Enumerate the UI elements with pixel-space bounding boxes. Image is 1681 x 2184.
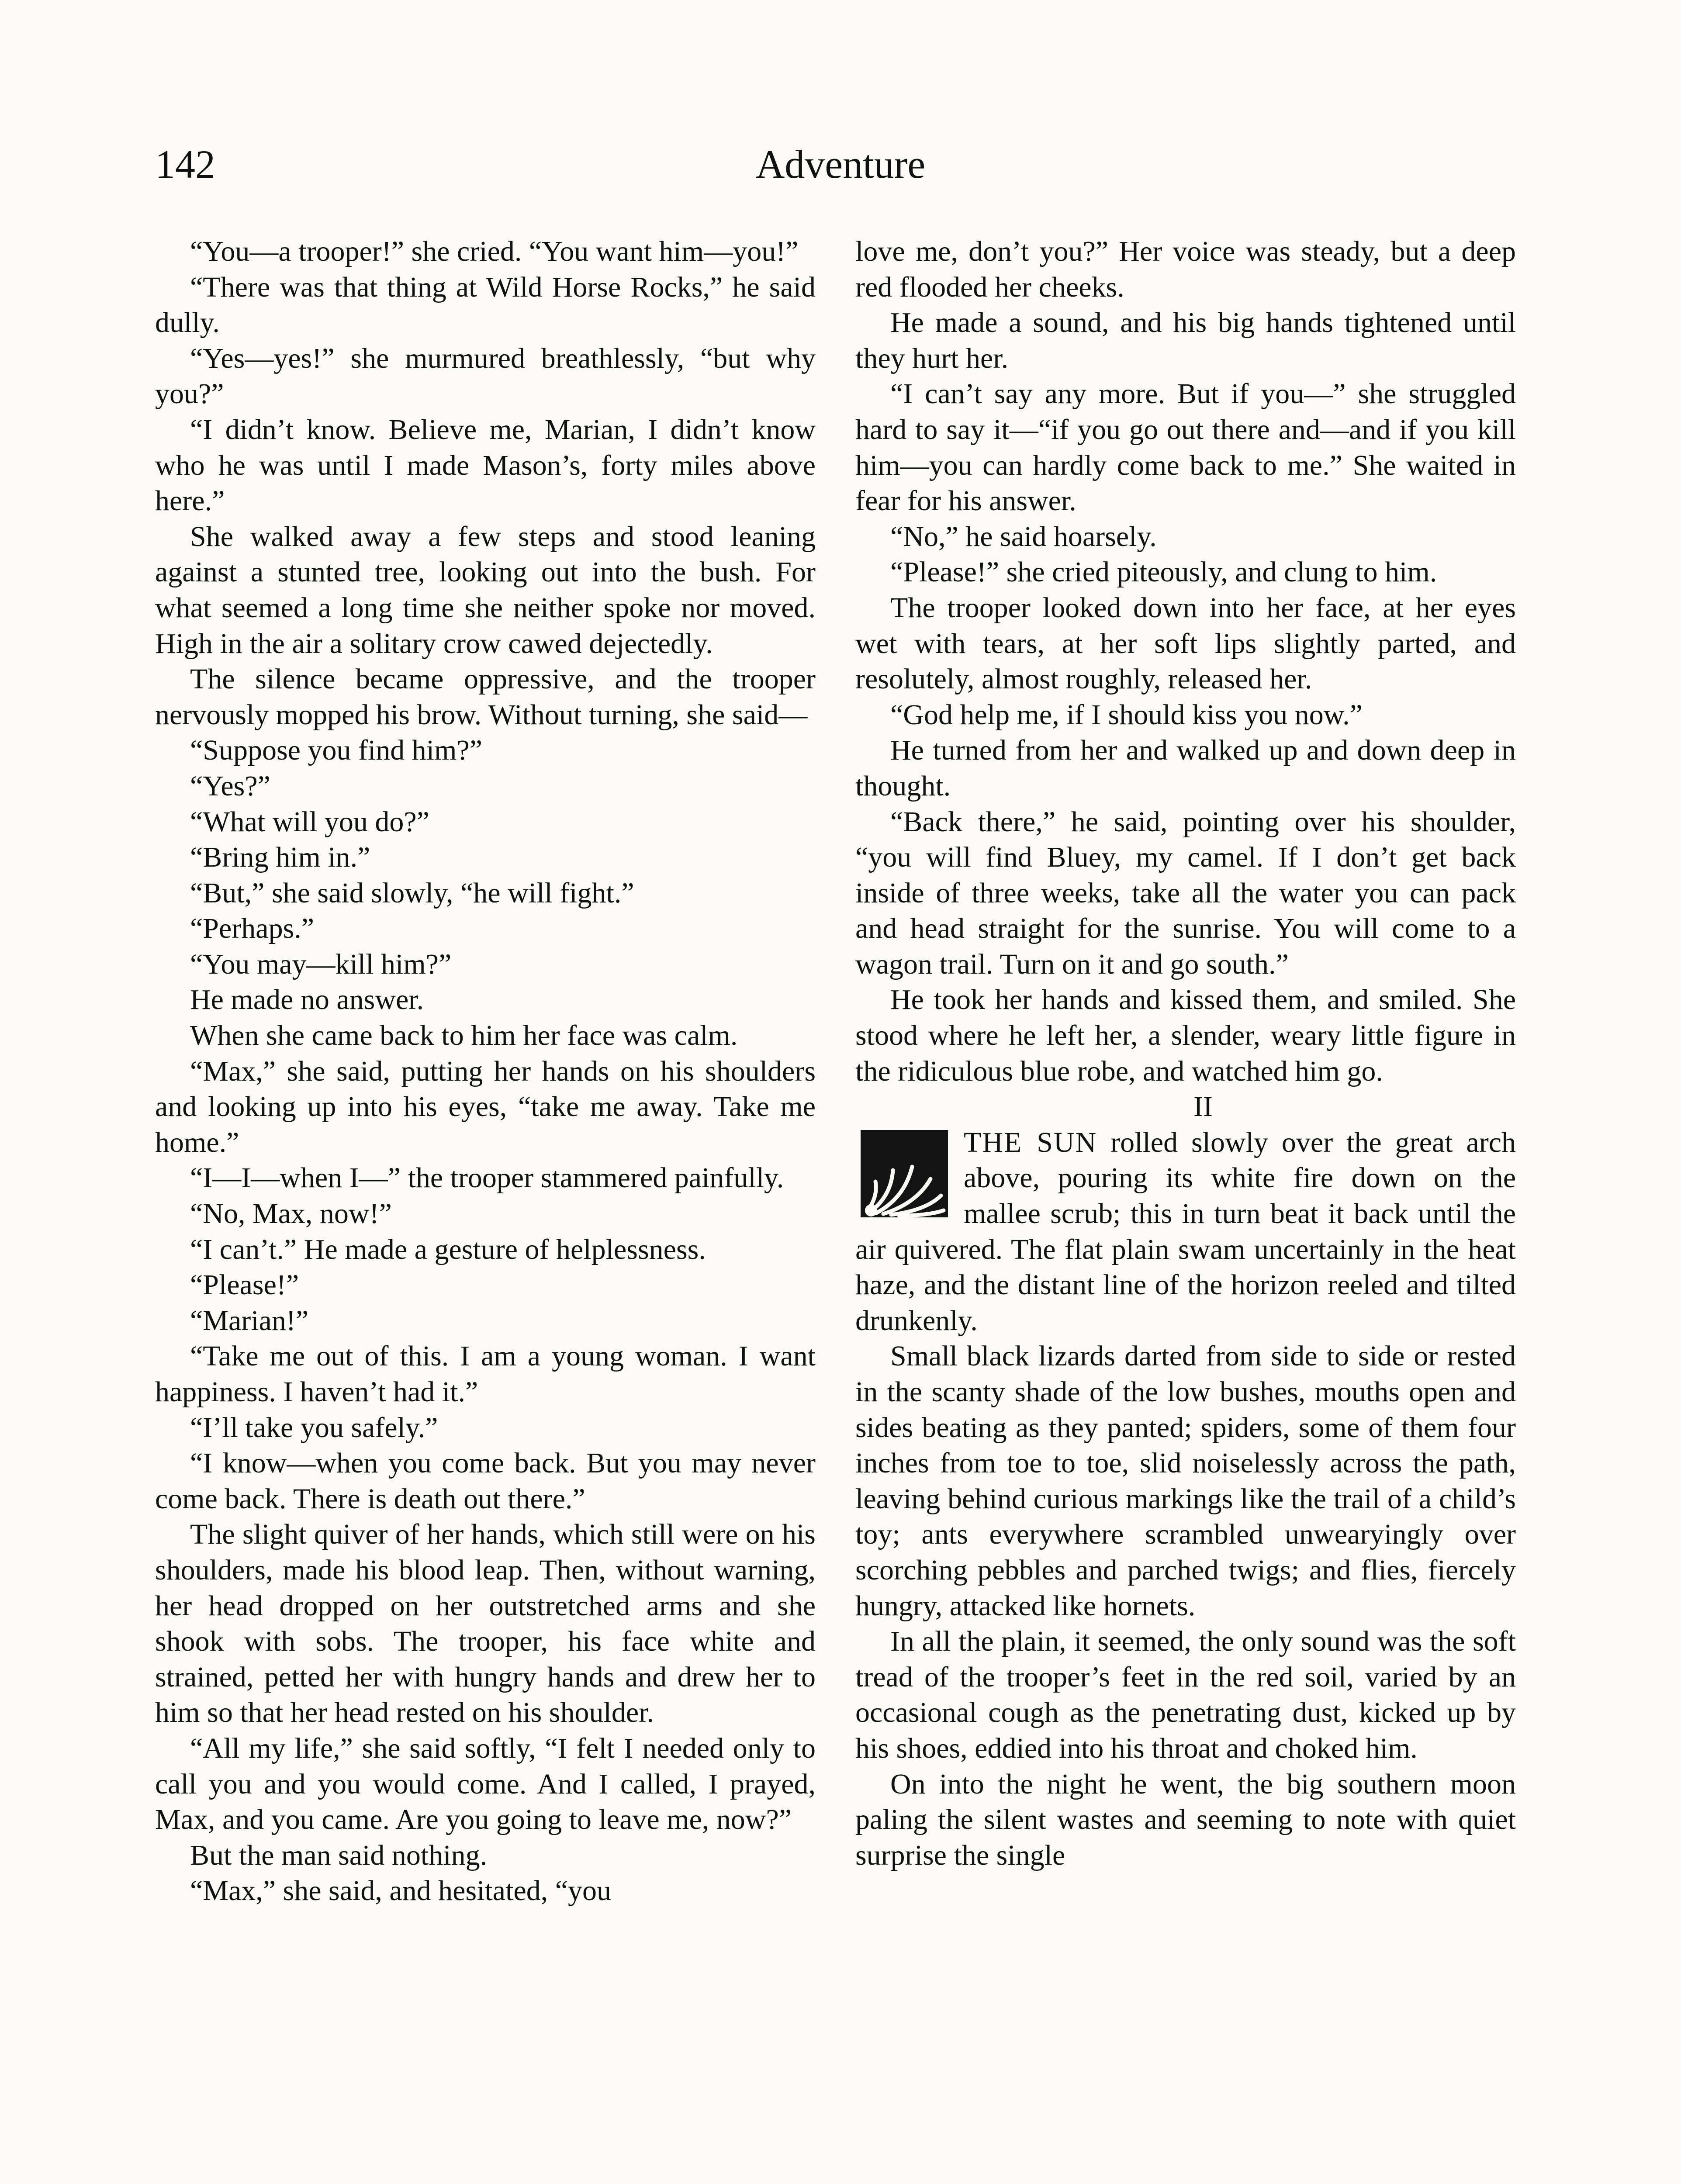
paragraph: Small black lizards darted from side to side or rested in the scanty shade of the low bushes, mouths open and sides beating as they panted; spiders, some of them four inches from toe to toe, slid noiselessly across the path, leaving behind curious markings like the trail of a child’s toy; ants everywhere scrambled unwearyingly over scorching pebbles and parched twigs; and flies, fiercely hungry, attacked like hornets. <box>855 1340 1516 1622</box>
paragraph: “I can’t say any more. But if you—” she struggled hard to say it—“if you go out there and—and if you kill him—you can hardly come back to me.” She waited in fear for his answer. <box>855 378 1516 517</box>
running-title: Adventure <box>755 142 926 187</box>
paragraph: He made no answer. <box>190 984 424 1016</box>
paragraph: “I know—when you come back. But you may never come back. There is death out there.” <box>155 1447 816 1515</box>
paragraph: “No,” he said hoarsely. <box>890 520 1157 553</box>
paragraph: “Max,” she said, and hesitated, “you <box>190 1875 612 1907</box>
paragraph: “But,” she said slowly, “he will fight.” <box>190 877 634 909</box>
paragraph: “All my life,” she said softly, “I felt I needed only to call you and you would come. And I called, I prayed, Max, and you came. Are you going to leave me, now?” <box>155 1732 816 1836</box>
paragraph: In all the plain, it seemed, the only sound was the soft tread of the trooper’s feet in the red soil, varied by an occasional cough as the penetrating dust, kicked up by his shoes, eddied into his throat and choked him. <box>855 1625 1516 1764</box>
paragraph: When she came back to him her face was calm. <box>190 1019 738 1052</box>
paragraph: He made a sound, and his big hands tightened until they hurt her. <box>855 307 1516 374</box>
right-column <box>855 234 1516 1873</box>
paragraph: “Yes?” <box>190 770 270 802</box>
paragraph: “God help me, if I should kiss you now.” <box>890 698 1363 731</box>
paragraph: “Bring him in.” <box>190 841 370 874</box>
paragraph: “Suppose you find him?” <box>190 734 483 767</box>
paragraph: “Marian!” <box>190 1304 309 1337</box>
paragraph: On into the night he went, the big southern moon paling the silent wastes and seeming to note with quiet surprise the single <box>855 1768 1516 1871</box>
paragraph: “Take me out of this. I am a young woman. I want happiness. I haven’t had it.” <box>155 1340 816 1408</box>
paragraph: “Back there,” he said, pointing over his shoulder, “you will find Bluey, my camel. If I don’t get back inside of three weeks, take all the water you can pack and head straight for the sunrise. You will come to a wagon trail. Turn on it and go south.” <box>855 805 1516 980</box>
paragraph: The silence became oppressive, and the trooper nervously mopped his brow. Without turning, she said— <box>155 663 816 731</box>
paragraph: He took her hands and kissed them, and smiled. She stood where he left her, a slender, weary little figure in the ridiculous blue robe, and watched him go. <box>855 984 1516 1087</box>
paragraph: “I didn’t know. Believe me, Marian, I didn’t know who he was until I made Mason’s, forty miles above here.” <box>155 413 816 517</box>
paragraph: “Please!” <box>190 1269 299 1301</box>
paragraph: “Please!” she cried piteously, and clung to him. <box>890 556 1437 588</box>
paragraph: “Yes—yes!” she murmured breathlessly, “but why you?” <box>155 342 816 410</box>
paragraph: She walked away a few steps and stood leaning against a stunted tree, looking out into the bush. For what seemed a long time she neither spoke nor moved. High in the air a solitary crow cawed dejectedly. <box>155 520 816 660</box>
paragraph: He turned from her and walked up and down deep in thought. <box>855 734 1516 802</box>
paragraph: The slight quiver of her hands, which still were on his shoulders, made his blood leap. Then, without warning, her head dropped on her outstretched arms and she shook with sobs. The trooper, his face white and strained, petted her with hungry hands and drew her to him so that her head rested on his shoulder. <box>155 1518 816 1729</box>
paragraph: “Perhaps.” <box>190 912 315 945</box>
continued-paragraph: love me, don’t you?” Her voice was steady, but a deep red flooded her cheeks. <box>855 235 1516 303</box>
paragraph: The trooper looked down into her face, at her eyes wet with tears, at her soft lips slightly parted, and resolutely, almost roughly, released her. <box>855 591 1516 695</box>
left-column <box>155 234 816 1909</box>
paragraph: “No, Max, now!” <box>190 1198 392 1230</box>
paragraph: “You—a trooper!” she cried. “You want him—you!” <box>190 235 799 267</box>
paragraph: “Max,” she said, putting her hands on his shoulders and looking up into his eyes, “take me away. Take me home.” <box>155 1055 816 1158</box>
paragraph: “You may—kill him?” <box>190 948 452 980</box>
section-opening-text: rolled slowly over the great arch above, pouring its white fire down on the mallee scrub; this in turn beat it back until the air quivered. The flat plain swam uncertainly in the heat haze, and the distant line of the horizon reeled and tilted drunkenly. <box>855 1126 1516 1337</box>
paragraph: But the man said nothing. <box>190 1839 488 1871</box>
paragraph: “I’ll take you safely.” <box>190 1411 438 1444</box>
section-opening-caps: THE SUN <box>964 1126 1097 1158</box>
paragraph: “I can’t.” He made a gesture of helplessness. <box>190 1233 706 1265</box>
page-number: 142 <box>155 142 215 187</box>
paragraph: “There was that thing at Wild Horse Rocks,” he said dully. <box>155 271 816 339</box>
section-number: II <box>1193 1091 1213 1123</box>
paragraph: “What will you do?” <box>190 805 429 838</box>
sunburst-woodcut-icon <box>861 1130 948 1217</box>
section-opening-paragraph <box>855 1125 1516 1339</box>
paragraph: “I—I—when I—” the trooper stammered painfully. <box>190 1162 784 1194</box>
